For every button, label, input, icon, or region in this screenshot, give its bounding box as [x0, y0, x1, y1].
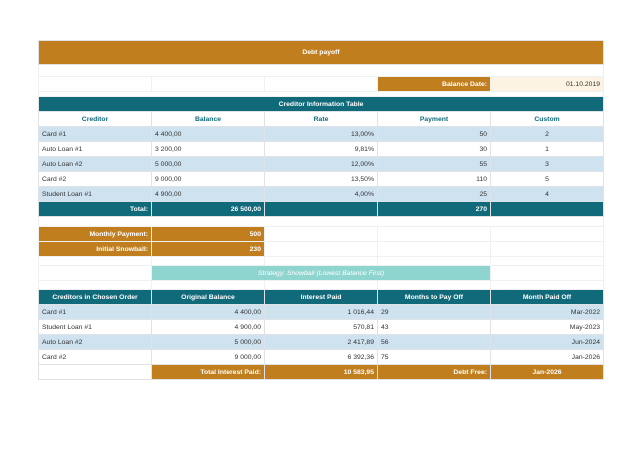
- page-title: Debt payoff: [39, 41, 604, 65]
- spacer-cell: [39, 217, 604, 227]
- order-total-row: [39, 365, 604, 380]
- creditor-rate[interactable]: 13,00%: [265, 127, 378, 142]
- debt-free-label: Debt Free:: [378, 365, 491, 380]
- creditor-balance[interactable]: 4 900,00: [152, 187, 265, 202]
- creditor-payment[interactable]: 50: [378, 127, 491, 142]
- monthly-payment-label: Monthly Payment:: [39, 227, 152, 242]
- creditor-custom[interactable]: 3: [491, 157, 604, 172]
- total-balance: 26 500,00: [152, 202, 265, 217]
- order-creditor[interactable]: Card #1: [39, 305, 152, 320]
- balance-date-label: Balance Date:: [378, 77, 491, 92]
- column-header-payment: Payment: [378, 112, 491, 127]
- order-interest-paid[interactable]: 2 417,89: [265, 335, 378, 350]
- table-row: [39, 142, 604, 157]
- cell[interactable]: [152, 77, 265, 92]
- table-row: [39, 350, 604, 365]
- cell[interactable]: [491, 257, 604, 266]
- table-row: [39, 305, 604, 320]
- creditor-payment[interactable]: 30: [378, 142, 491, 157]
- order-month-paid-off[interactable]: Jun-2024: [491, 335, 604, 350]
- creditor-payment[interactable]: 110: [378, 172, 491, 187]
- monthly-payment-value[interactable]: 500: [152, 227, 265, 242]
- creditor-name[interactable]: Auto Loan #1: [39, 142, 152, 157]
- table-row: [39, 335, 604, 350]
- column-header-custom: Custom: [491, 112, 604, 127]
- column-header-months-to-pay: Months to Pay Off: [378, 290, 491, 305]
- order-creditor[interactable]: Student Loan #1: [39, 320, 152, 335]
- creditor-payment[interactable]: 55: [378, 157, 491, 172]
- creditor-balance[interactable]: 4 400,00: [152, 127, 265, 142]
- cell[interactable]: [491, 227, 604, 242]
- order-original-balance[interactable]: 5 000,00: [152, 335, 265, 350]
- creditor-custom[interactable]: 4: [491, 187, 604, 202]
- table-row: [39, 127, 604, 142]
- column-header-month-paid-off: Month Paid Off: [491, 290, 604, 305]
- creditor-balance[interactable]: 5 000,00: [152, 157, 265, 172]
- debt-free-value: Jan-2026: [491, 365, 604, 380]
- creditor-custom[interactable]: 1: [491, 142, 604, 157]
- order-months[interactable]: 29: [378, 305, 491, 320]
- cell[interactable]: [378, 281, 491, 290]
- total-payment: 270: [378, 202, 491, 217]
- creditor-total-row: [39, 202, 604, 217]
- order-months[interactable]: 43: [378, 320, 491, 335]
- total-label: Total:: [39, 202, 152, 217]
- cell[interactable]: [39, 281, 152, 290]
- creditor-rate[interactable]: 9,81%: [265, 142, 378, 157]
- order-interest-paid[interactable]: 1 016,44: [265, 305, 378, 320]
- creditor-table-heading: Creditor Information Table: [39, 97, 604, 112]
- total-interest-value: 10 583,95: [265, 365, 378, 380]
- table-row: [39, 320, 604, 335]
- creditor-rate[interactable]: 12,00%: [265, 157, 378, 172]
- creditor-name[interactable]: Auto Loan #2: [39, 157, 152, 172]
- table-row: [39, 187, 604, 202]
- cell[interactable]: [491, 242, 604, 257]
- cell[interactable]: [491, 281, 604, 290]
- order-creditor[interactable]: Card #2: [39, 350, 152, 365]
- cell[interactable]: [378, 227, 491, 242]
- order-creditor[interactable]: Auto Loan #2: [39, 335, 152, 350]
- order-months[interactable]: 56: [378, 335, 491, 350]
- table-row: [39, 172, 604, 187]
- cell[interactable]: [265, 77, 378, 92]
- creditor-rate[interactable]: 4,00%: [265, 187, 378, 202]
- creditor-name[interactable]: Student Loan #1: [39, 187, 152, 202]
- strategy-dropdown[interactable]: Strategy: Snowball (Lowest Balance First): [152, 266, 491, 281]
- order-original-balance[interactable]: 9 000,00: [152, 350, 265, 365]
- order-interest-paid[interactable]: 6 392,36: [265, 350, 378, 365]
- debt-payoff-sheet: [38, 40, 603, 380]
- cell[interactable]: [265, 257, 378, 266]
- order-interest-paid[interactable]: 570,81: [265, 320, 378, 335]
- table-row: [39, 157, 604, 172]
- column-header-creditor: Creditor: [39, 112, 152, 127]
- order-original-balance[interactable]: 4 900,00: [152, 320, 265, 335]
- column-header-rate: Rate: [265, 112, 378, 127]
- column-header-creditors-order: Creditors in Chosen Order: [39, 290, 152, 305]
- cell[interactable]: [378, 242, 491, 257]
- cell[interactable]: [265, 227, 378, 242]
- cell[interactable]: [152, 257, 265, 266]
- total-interest-label: Total Interest Paid:: [152, 365, 265, 380]
- column-header-balance: Balance: [152, 112, 265, 127]
- spacer-cell: [39, 65, 604, 77]
- balance-date-value[interactable]: 01.10.2019: [491, 77, 604, 92]
- cell[interactable]: [39, 77, 152, 92]
- creditor-rate[interactable]: 13,50%: [265, 172, 378, 187]
- cell[interactable]: [39, 266, 152, 281]
- creditor-name[interactable]: Card #1: [39, 127, 152, 142]
- creditor-balance[interactable]: 3 200,00: [152, 142, 265, 157]
- column-header-interest-paid: Interest Paid: [265, 290, 378, 305]
- cell[interactable]: [39, 257, 152, 266]
- creditor-balance[interactable]: 9 000,00: [152, 172, 265, 187]
- creditor-name[interactable]: Card #2: [39, 172, 152, 187]
- cell[interactable]: [265, 242, 378, 257]
- order-month-paid-off[interactable]: May-2023: [491, 320, 604, 335]
- order-original-balance[interactable]: 4 400,00: [152, 305, 265, 320]
- cell[interactable]: [491, 266, 604, 281]
- initial-snowball-value[interactable]: 230: [152, 242, 265, 257]
- cell[interactable]: [265, 281, 378, 290]
- cell[interactable]: [152, 281, 265, 290]
- cell[interactable]: [39, 365, 152, 380]
- column-header-original-balance: Original Balance: [152, 290, 265, 305]
- creditor-custom[interactable]: 5: [491, 172, 604, 187]
- initial-snowball-label: Initial Snowball:: [39, 242, 152, 257]
- order-table-header: [39, 290, 604, 305]
- creditor-payment[interactable]: 25: [378, 187, 491, 202]
- order-months[interactable]: 75: [378, 350, 491, 365]
- order-month-paid-off[interactable]: Jan-2026: [491, 350, 604, 365]
- cell[interactable]: [378, 257, 491, 266]
- total-custom-cell: [491, 202, 604, 217]
- total-rate-cell: [265, 202, 378, 217]
- creditor-custom[interactable]: 2: [491, 127, 604, 142]
- order-month-paid-off[interactable]: Mar-2022: [491, 305, 604, 320]
- spreadsheet-grid: [38, 40, 604, 380]
